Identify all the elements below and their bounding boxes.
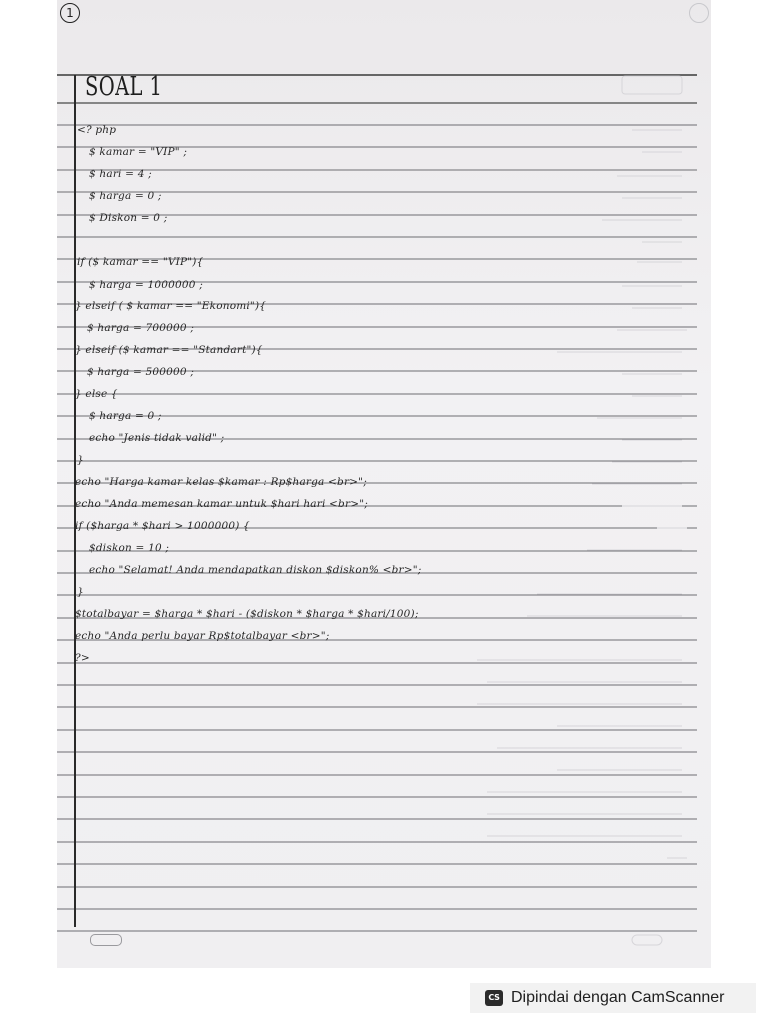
code-line: $ harga = 700000 ; [87, 322, 195, 334]
code-line: if ($ kamar == "VIP"){ [77, 256, 204, 268]
code-line: $ hari = 4 ; [89, 168, 152, 180]
bleed-through-page-number [689, 3, 709, 23]
notebook-brand-stamp [90, 934, 122, 946]
code-line: $totalbayar = $harga * $hari - ($diskon * $harga * $hari/100); [75, 608, 419, 620]
code-line: echo "Selamat! Anda mendapatkan diskon $diskon% <br>"; [89, 564, 422, 576]
code-line: $ harga = 0 ; [89, 410, 162, 422]
code-line: echo "Harga kamar kelas $kamar : Rp$harga <br>"; [75, 476, 367, 488]
code-line: echo "Jenis tidak valid" ; [89, 432, 225, 444]
notebook-page [57, 0, 711, 968]
code-line: } elseif ( $ kamar == "Ekonomi"){ [75, 300, 267, 312]
camscanner-logo-icon: CS [485, 990, 503, 1006]
code-line: <? php [77, 124, 117, 136]
code-line: } [77, 586, 84, 598]
code-line: echo "Anda memesan kamar untuk $hari hari <br>"; [75, 498, 368, 510]
code-line: echo "Anda perlu bayar Rp$totalbayar <br>"; [75, 630, 330, 642]
code-line: $ kamar = "VIP" ; [89, 146, 188, 158]
code-line: $ Diskon = 0 ; [89, 212, 168, 224]
camscanner-watermark [470, 983, 756, 1013]
code-line: $diskon = 10 ; [89, 542, 170, 554]
code-line: } else { [75, 388, 118, 400]
code-line: if ($harga * $hari > 1000000) { [75, 520, 250, 532]
camscanner-label: Dipindai dengan CamScanner [511, 989, 725, 1006]
code-line: } elseif ($ kamar == "Standart"){ [75, 344, 263, 356]
code-line: $ harga = 1000000 ; [89, 279, 203, 291]
page-number-circle: 1 [60, 3, 80, 23]
code-line: } [77, 454, 84, 466]
code-line: $ harga = 0 ; [89, 190, 162, 202]
page-title: SOAL 1 [85, 72, 163, 102]
code-line: $ harga = 500000 ; [87, 366, 195, 378]
code-line: ?> [75, 652, 90, 664]
